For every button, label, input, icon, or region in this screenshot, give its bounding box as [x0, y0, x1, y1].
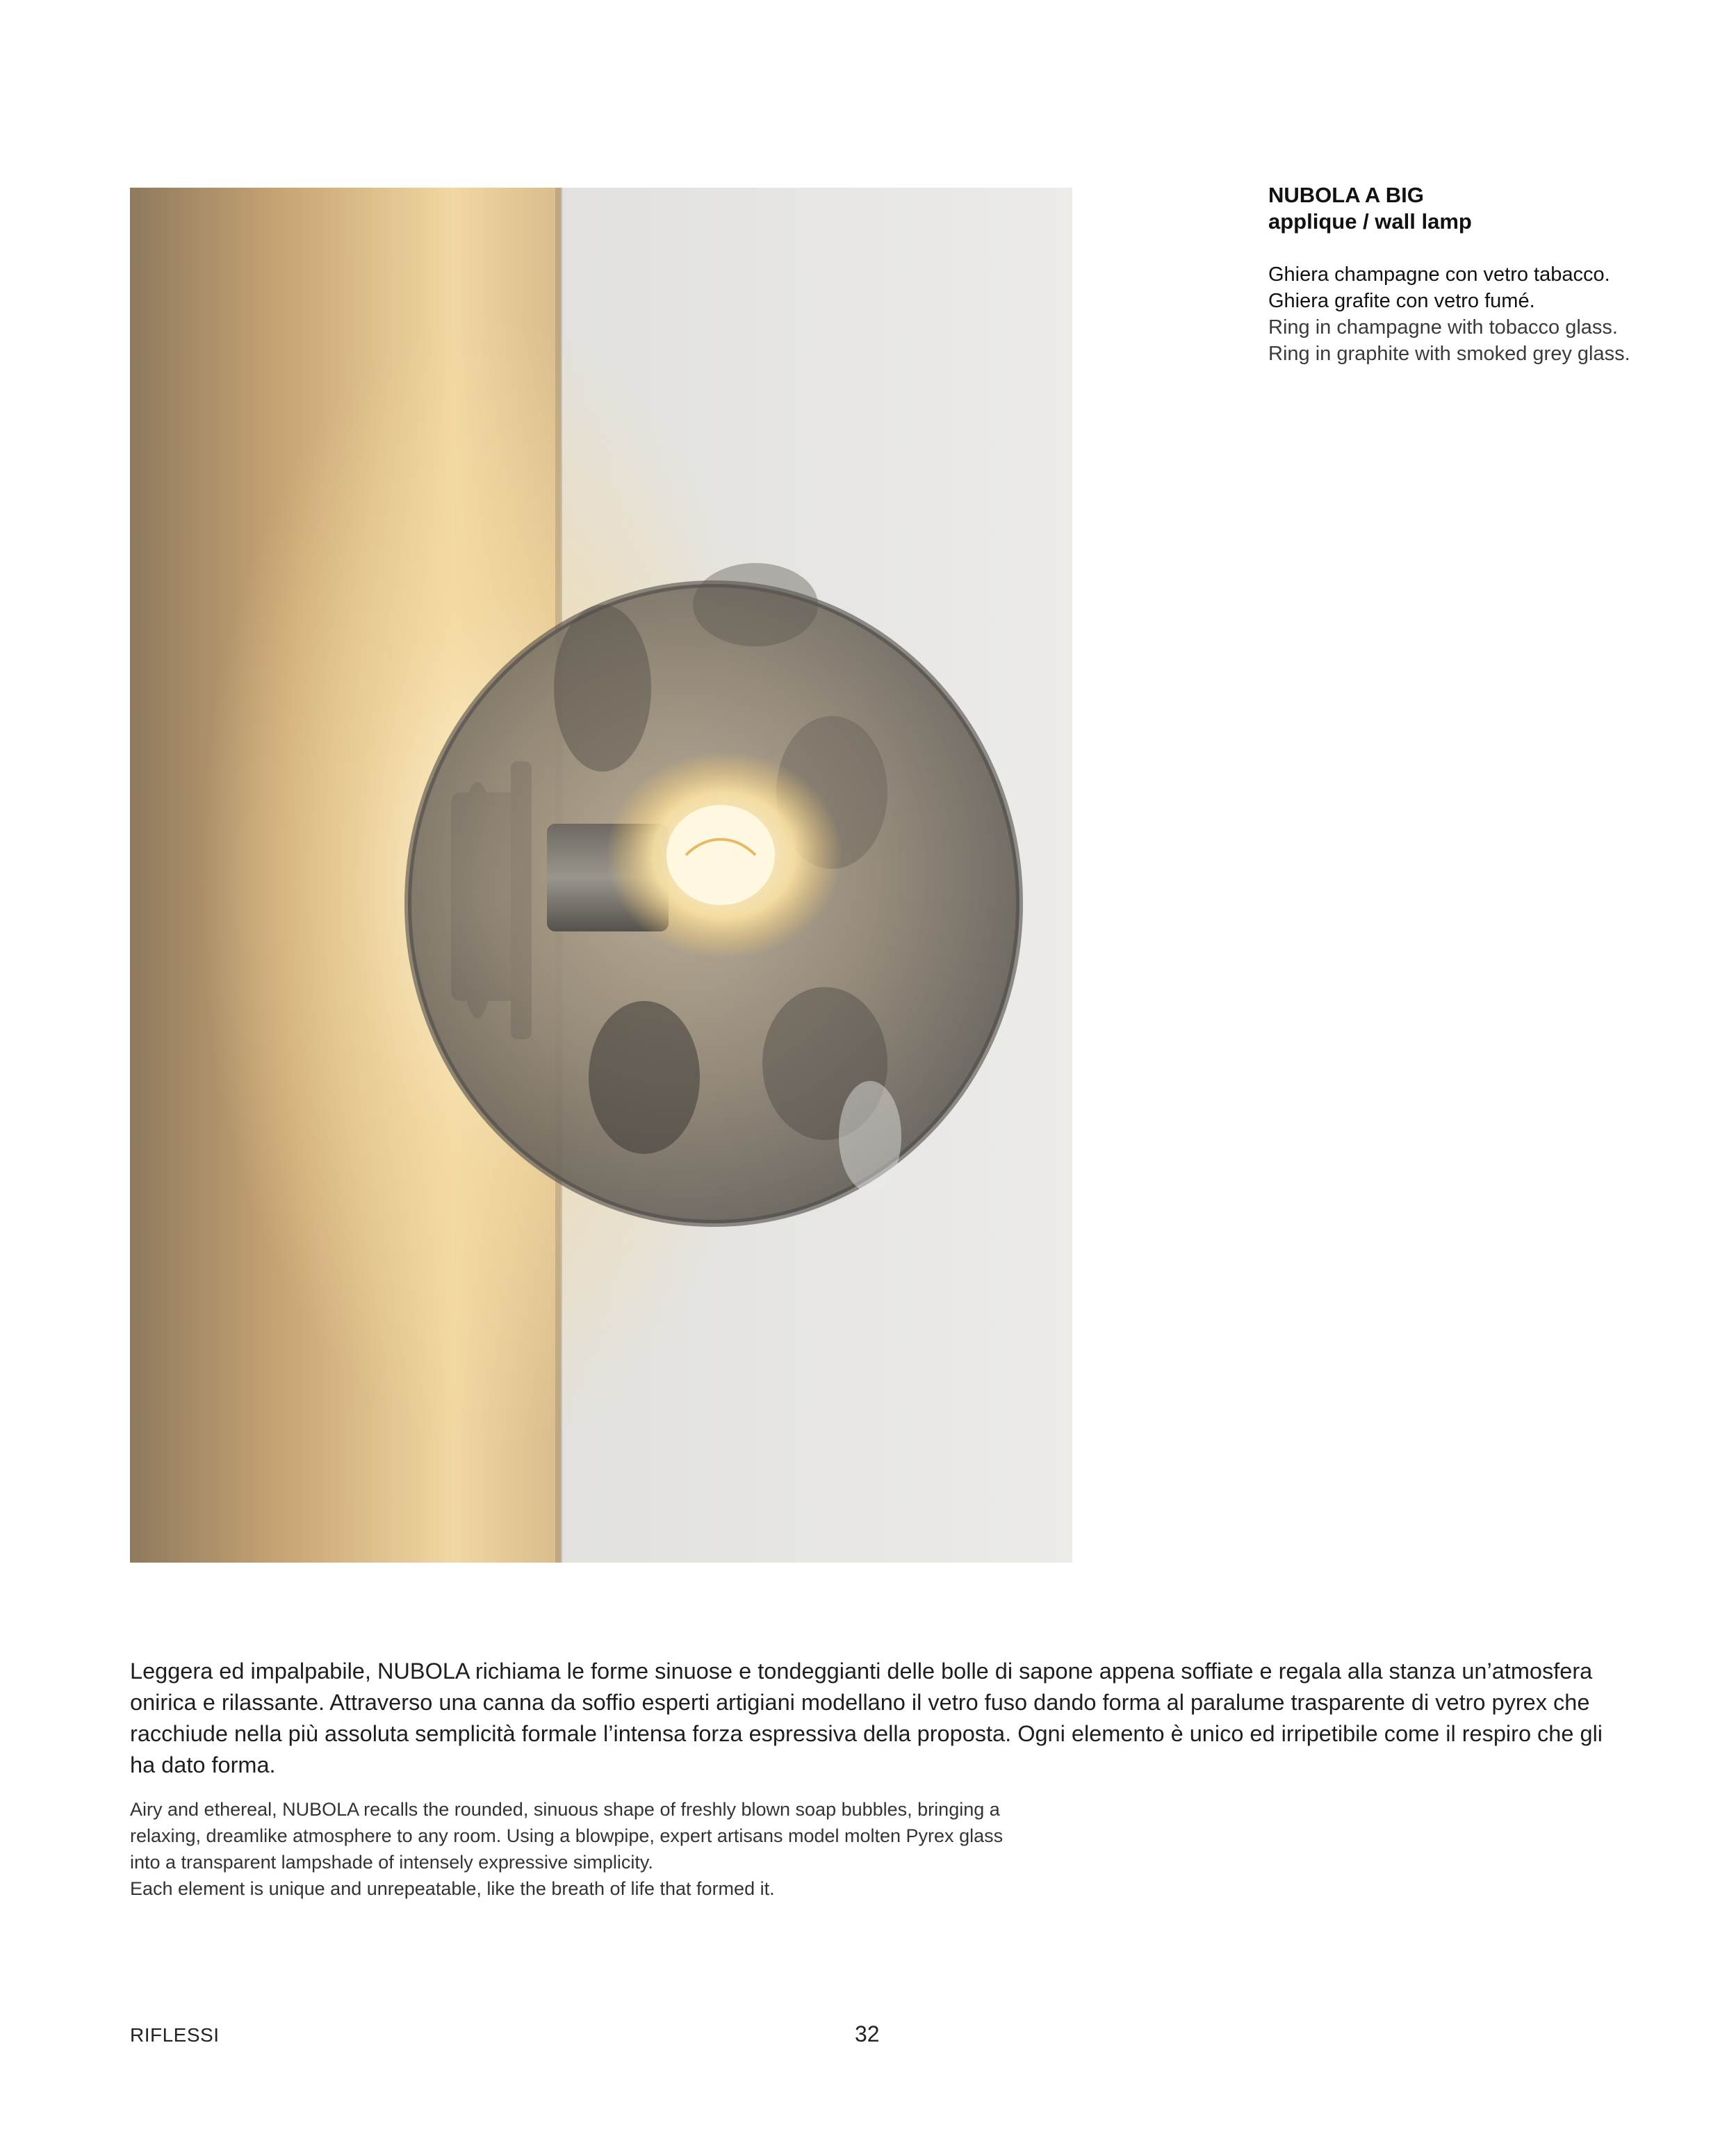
product-info — [1268, 182, 1657, 367]
product-description-it: Ghiera champagne con vetro tabacco. Ghiera grafite con vetro fumé. — [1268, 263, 1610, 312]
body-en-line: into a transparent lampshade of intensely expressive simplicity. — [130, 1852, 653, 1873]
body-text-english — [130, 1796, 1131, 1902]
page-number: 32 — [855, 2021, 880, 2046]
wall-lamp-illustration — [130, 188, 1072, 1563]
catalog-name: RIFLESSI — [130, 2024, 220, 2046]
product-description-en: Ring in champagne with tobacco glass. Ring in graphite with smoked grey glass. — [1268, 316, 1630, 365]
body-text-italian: Leggera ed impalpabile, NUBOLA richiama le forme sinuose e tondeggianti delle bolle di sapone appena soffiate e regala alla stanza un’atmosfera onirica e rilassante. Attraverso una canna da soffio esperti artigiani modellano il vetro fuso dando forma al paralume trasparente di vetro pyrex che racchiude nella più assoluta semplicità formale l’intensa forza espressiva della proposta. Ogni elemento è unico ed irripetibile come il respiro che gli ha dato forma. — [130, 1659, 1603, 1777]
body-en-line: Airy and ethereal, NUBOLA recalls the rounded, sinuous shape of freshly blown soap bubbles, bringing a — [130, 1799, 1000, 1820]
product-type: applique / wall lamp — [1268, 209, 1472, 234]
body-en-line: relaxing, dreamlike atmosphere to any room. Using a blowpipe, expert artisans model molten Pyrex glass — [130, 1825, 1004, 1846]
product-photo — [130, 188, 1072, 1563]
body-en-line: Each element is unique and unrepeatable, like the breath of life that formed it. — [130, 1878, 775, 1899]
product-name: NUBOLA A BIG — [1268, 183, 1424, 207]
